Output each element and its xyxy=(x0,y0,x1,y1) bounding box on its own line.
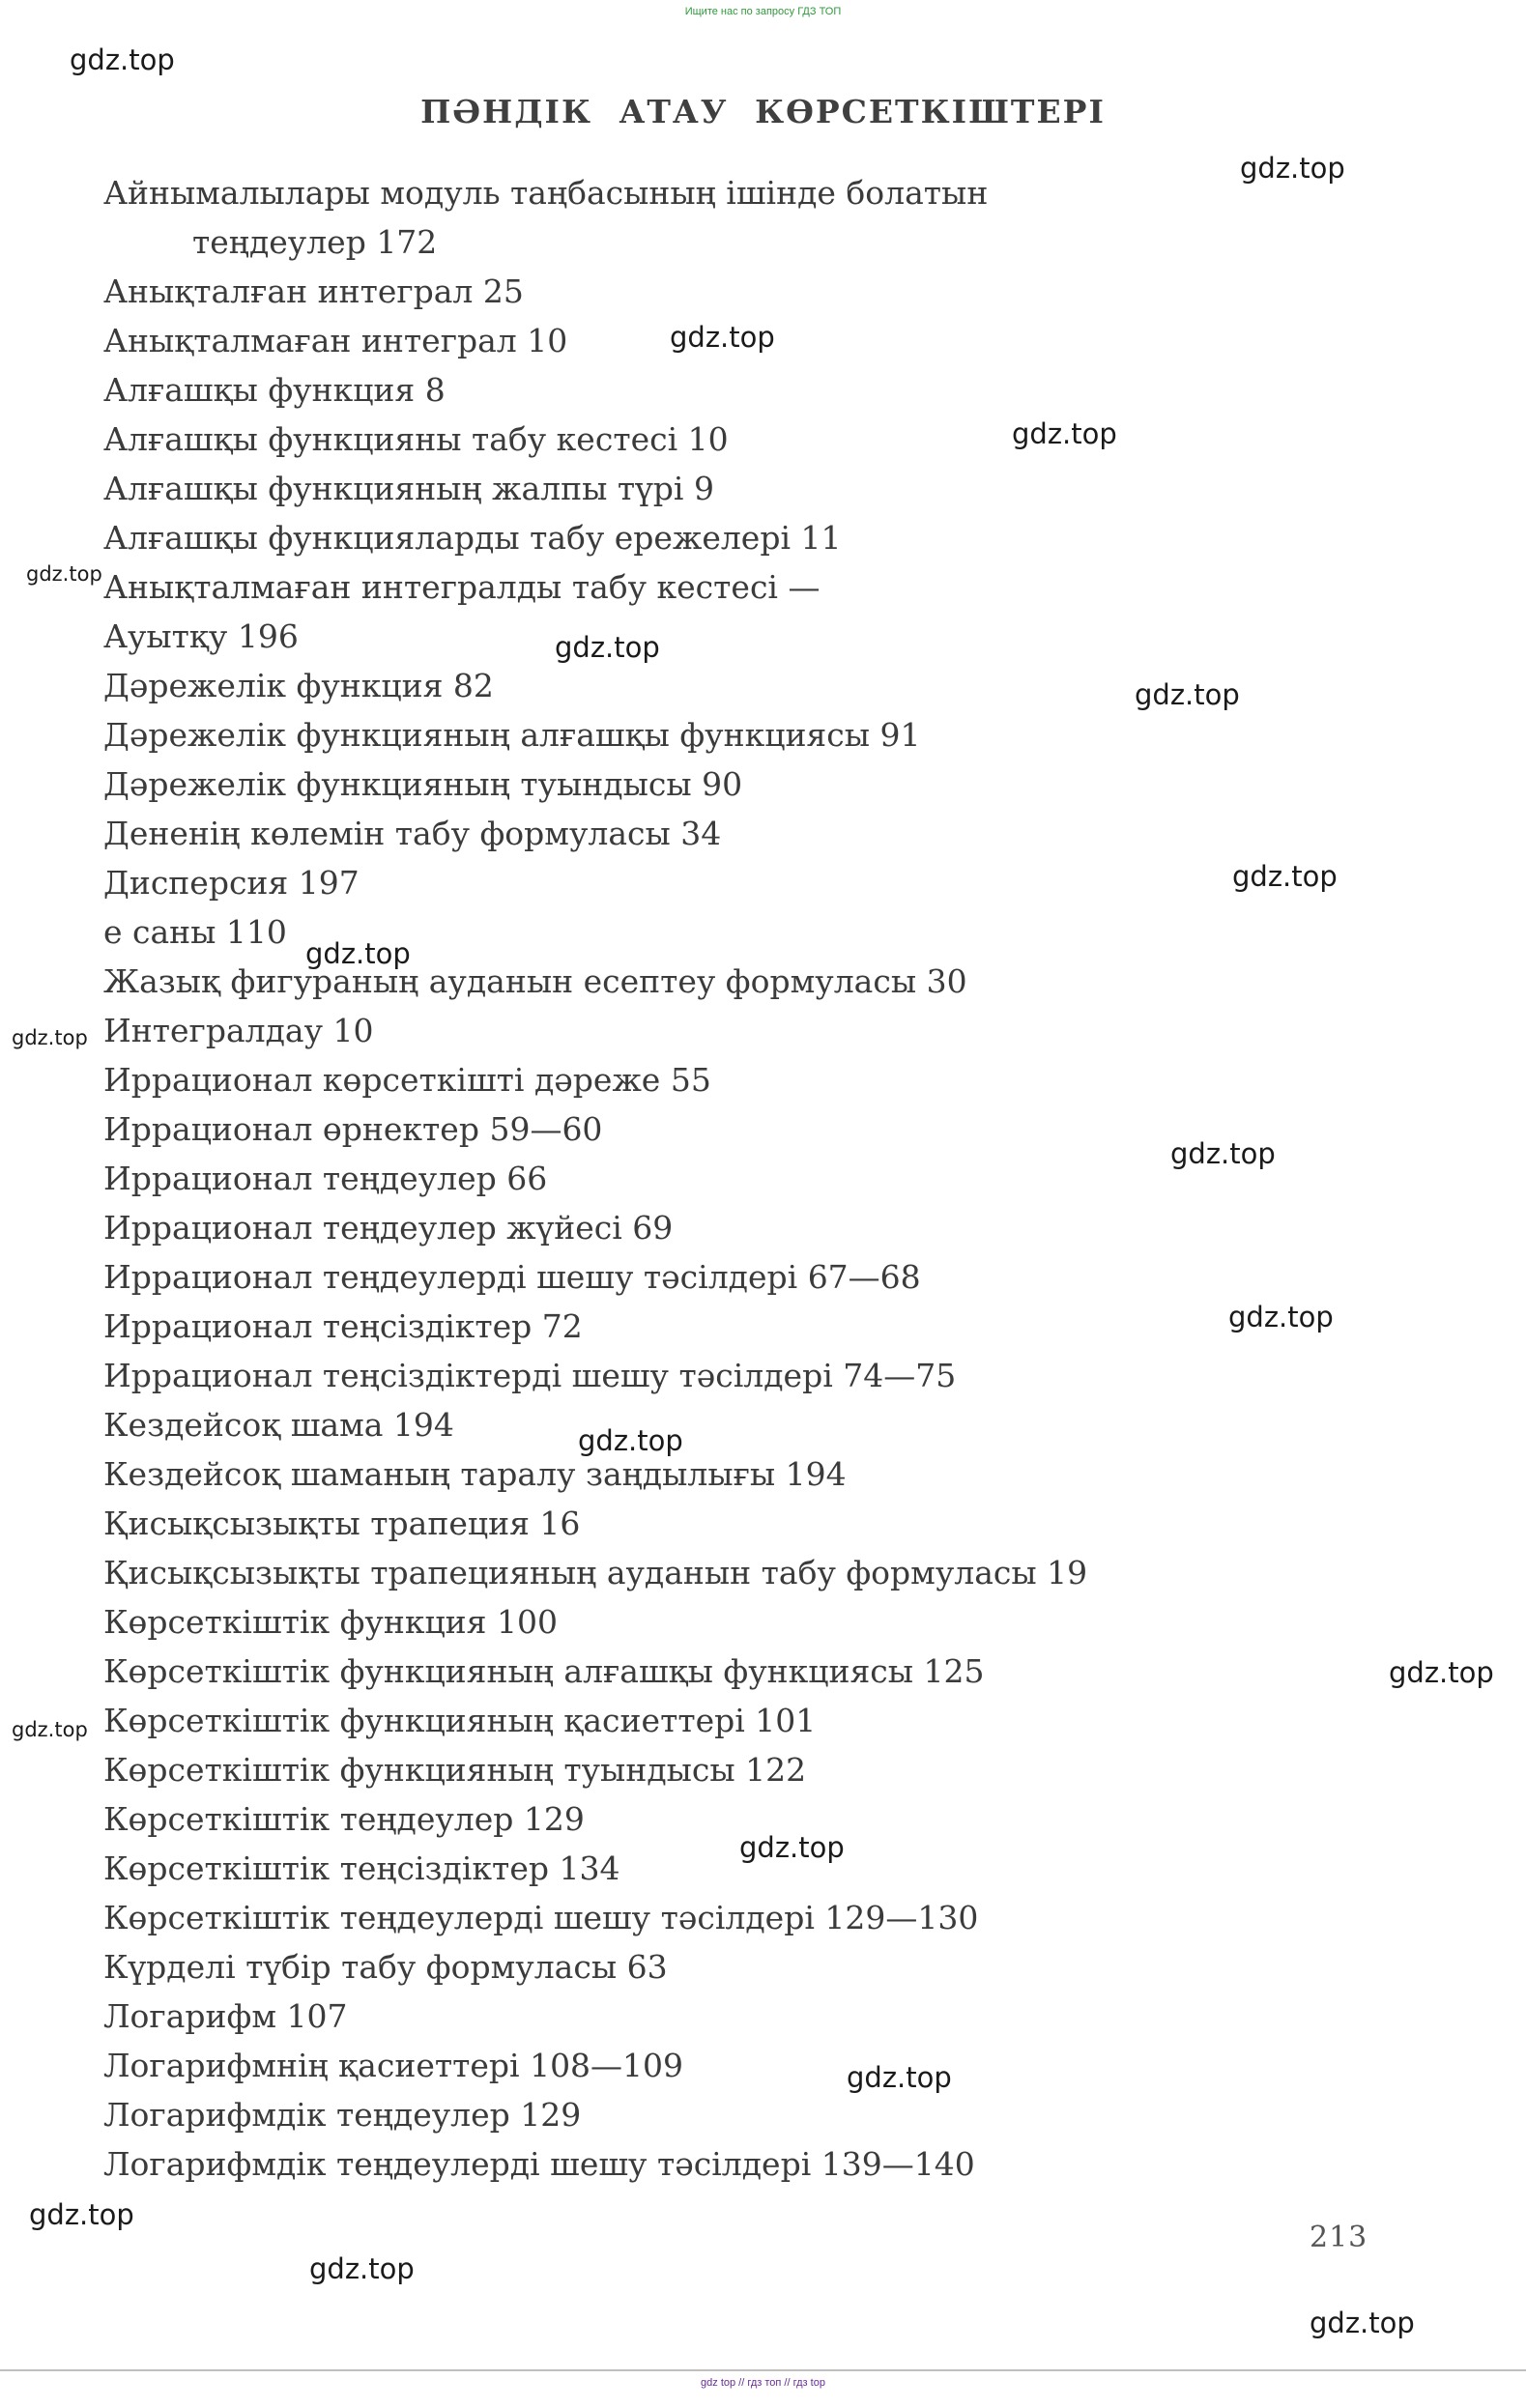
watermark: gdz.top xyxy=(1240,152,1345,185)
index-entry: Дәрежелік функцияның алғашқы функциясы 91 xyxy=(103,716,921,754)
index-entry: Кездейсоқ шаманың таралу заңдылығы 194 xyxy=(103,1455,847,1493)
index-entry: Иррационал теңдеулер 66 xyxy=(103,1160,548,1197)
index-entry: Алғашқы функцияларды табу ережелері 11 xyxy=(103,519,842,557)
top-banner: Ищите нас по запросу ГДЗ ТОП xyxy=(684,6,842,17)
watermark: gdz.top xyxy=(309,2252,415,2285)
watermark: gdz.top xyxy=(12,1718,88,1741)
bottom-divider xyxy=(0,2369,1526,2371)
watermark: gdz.top xyxy=(1232,860,1338,893)
watermark: gdz.top xyxy=(555,631,660,664)
watermark: gdz.top xyxy=(1135,678,1240,711)
index-entry: Алғашқы функцияны табу кестесі 10 xyxy=(103,420,729,458)
index-entry: Көрсеткіштік функцияның туындысы 122 xyxy=(103,1751,807,1789)
watermark: gdz.top xyxy=(847,2061,952,2094)
index-entry: Логарифмдік теңдеулерді шешу тәсілдері 139—140 xyxy=(103,2145,975,2183)
index-entry: Логарифм 107 xyxy=(103,1997,348,2035)
index-entry: Интегралдау 10 xyxy=(103,1012,374,1049)
index-entry: Дәрежелік функция 82 xyxy=(103,667,494,704)
index-entry: Анықталмаған интеграл 10 xyxy=(103,322,568,359)
watermark: gdz.top xyxy=(739,1831,845,1864)
index-entry: Көрсеткіштік функция 100 xyxy=(103,1603,558,1641)
index-entry: е саны 110 xyxy=(103,913,287,951)
watermark: gdz.top xyxy=(578,1424,683,1457)
index-entry: Кездейсоқ шама 194 xyxy=(103,1406,454,1444)
index-entry: Иррационал теңдеулер жүйесі 69 xyxy=(103,1209,674,1247)
index-entry: Анықталған интеграл 25 xyxy=(103,272,524,310)
index-entry: Қисықсызықты трапецияның ауданын табу формуласы 19 xyxy=(103,1554,1088,1591)
index-entry: Логарифмнің қасиеттері 108—109 xyxy=(103,2047,684,2084)
index-entry: Күрделі түбір табу формуласы 63 xyxy=(103,1948,668,1986)
index-entry: Иррационал теңсіздіктер 72 xyxy=(103,1307,583,1345)
index-entry-continuation: теңдеулер 172 xyxy=(192,223,438,261)
index-entry: Иррационал теңсіздіктерді шешу тәсілдері 74—75 xyxy=(103,1357,957,1394)
index-entries-list xyxy=(103,168,1360,2189)
watermark: gdz.top xyxy=(1389,1656,1494,1689)
index-entry: Жазық фигураның ауданын есептеу формуласы 30 xyxy=(103,962,967,1000)
watermark: gdz.top xyxy=(305,937,411,970)
index-entry: Логарифмдік теңдеулер 129 xyxy=(103,2096,582,2134)
index-entry: Көрсеткіштік функцияның алғашқы функциясы 125 xyxy=(103,1652,985,1690)
watermark: gdz.top xyxy=(670,321,775,354)
index-entry: Иррационал теңдеулерді шешу тәсілдері 67—68 xyxy=(103,1258,921,1296)
page-number: 213 xyxy=(1310,2221,1368,2254)
watermark: gdz.top xyxy=(1228,1301,1334,1333)
index-entry: Көрсеткіштік теңдеулерді шешу тәсілдері 129—130 xyxy=(103,1899,979,1936)
bottom-banner: gdz top // гдз топ // гдз top xyxy=(701,2377,825,2389)
watermark: gdz.top xyxy=(29,2198,134,2231)
index-entry: Анықталмаған интегралды табу кестесі — xyxy=(103,568,821,606)
watermark: gdz.top xyxy=(70,43,175,76)
watermark: gdz.top xyxy=(1012,417,1117,450)
index-entry: Көрсеткіштік теңсіздіктер 134 xyxy=(103,1849,620,1887)
watermark: gdz.top xyxy=(1170,1137,1276,1170)
index-entry: Алғашқы функция 8 xyxy=(103,371,446,409)
index-entry: Иррационал көрсеткішті дәреже 55 xyxy=(103,1061,711,1099)
watermark: gdz.top xyxy=(12,1026,88,1049)
index-entry: Иррационал өрнектер 59—60 xyxy=(103,1110,603,1148)
watermark: gdz.top xyxy=(1310,2307,1415,2339)
index-entry: Дисперсия 197 xyxy=(103,864,360,902)
page-heading: ПӘНДІК АТАУ КӨРСЕТКІШТЕРІ xyxy=(420,93,1106,130)
index-entry: Дәрежелік функцияның туындысы 90 xyxy=(103,765,743,803)
index-entry: Алғашқы функцияның жалпы түрі 9 xyxy=(103,470,714,507)
index-entry: Қисықсызықты трапеция 16 xyxy=(103,1505,581,1542)
index-entry: Айнымалылары модуль таңбасының ішінде болатын xyxy=(103,174,989,212)
index-entry: Ауытқу 196 xyxy=(103,617,299,655)
watermark: gdz.top xyxy=(26,562,102,586)
index-entry: Дененің көлемін табу формуласы 34 xyxy=(103,815,722,852)
index-entry: Көрсеткіштік теңдеулер 129 xyxy=(103,1800,585,1838)
index-entry: Көрсеткіштік функцияның қасиеттері 101 xyxy=(103,1702,817,1739)
